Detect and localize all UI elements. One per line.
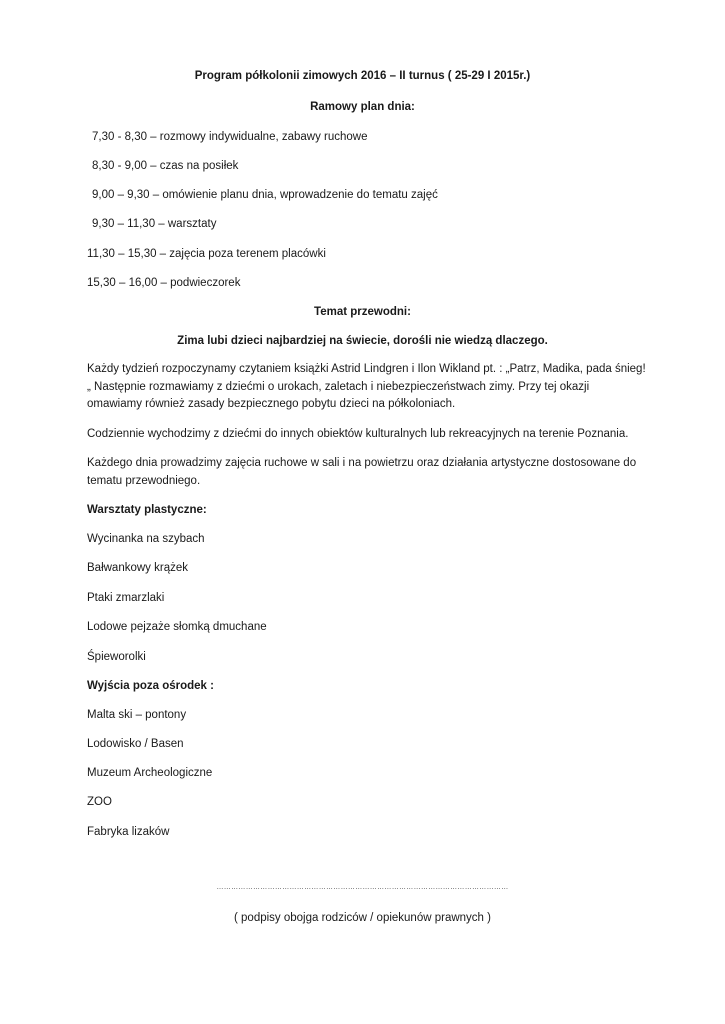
- schedule-item: 15,30 – 16,00 – podwieczorek: [87, 277, 241, 289]
- theme-text: Zima lubi dzieci najbardziej na świecie, dorośli nie wiedzą dlaczego.: [177, 335, 548, 347]
- outing-item: Fabryka lizaków: [87, 826, 170, 838]
- workshop-item: Śpieworolki: [87, 651, 146, 663]
- intro-paragraph: Każdy tydzień rozpoczynamy czytaniem książki Astrid Lindgren i Ilon Wikland pt. : „Patrz, Madika, pada śnieg! „ Następnie rozmawiamy z dziećmi o urokach, zaletach i niebezpieczeństwach zimy. Przy tej okazji omawiamy również zasady bezpiecznego pobytu dzieci na półkoloniach.: [87, 363, 646, 410]
- schedule-item: 8,30 - 9,00 – czas na posiłek: [92, 160, 239, 172]
- activities-paragraph: Każdego dnia prowadzimy zajęcia ruchowe w sali i na powietrzu oraz działania artystyczne dostosowane do tematu przewodniego.: [87, 457, 637, 487]
- outings-heading: Wyjścia poza ośrodek :: [87, 680, 214, 692]
- schedule-item: 11,30 – 15,30 – zajęcia poza terenem placówki: [87, 248, 326, 260]
- outing-item: ZOO: [87, 796, 112, 808]
- workshop-item: Bałwankowy krążek: [87, 562, 188, 574]
- schedule-item: 9,30 – 11,30 – warsztaty: [92, 218, 217, 230]
- workshop-item: Wycinanka na szybach: [87, 533, 205, 545]
- outing-item: Lodowisko / Basen: [87, 738, 184, 750]
- signature-caption: ( podpisy obojga rodziców / opiekunów prawnych ): [234, 912, 491, 924]
- schedule-heading: Ramowy plan dnia:: [310, 101, 415, 113]
- outing-item: Malta ski – pontony: [87, 709, 187, 721]
- workshop-item: Lodowe pejzaże słomką dmuchane: [87, 621, 267, 633]
- workshop-item: Ptaki zmarzlaki: [87, 592, 165, 604]
- schedule-item: 9,00 – 9,30 – omówienie planu dnia, wprowadzenie do tematu zajęć: [92, 189, 438, 201]
- signature-line: …………………………………………………………………………………………………………: [216, 884, 509, 891]
- theme-heading: Temat przewodni:: [314, 306, 411, 318]
- outings-paragraph: Codziennie wychodzimy z dziećmi do innych obiektów kulturalnych lub rekreacyjnych na terenie Poznania.: [87, 428, 629, 440]
- workshops-heading: Warsztaty plastyczne:: [87, 504, 207, 516]
- schedule-item: 7,30 - 8,30 – rozmowy indywidualne, zabawy ruchowe: [92, 131, 368, 143]
- document-title: Program półkolonii zimowych 2016 – II turnus ( 25-29 I 2015r.): [194, 70, 531, 82]
- outing-item: Muzeum Archeologiczne: [87, 767, 213, 779]
